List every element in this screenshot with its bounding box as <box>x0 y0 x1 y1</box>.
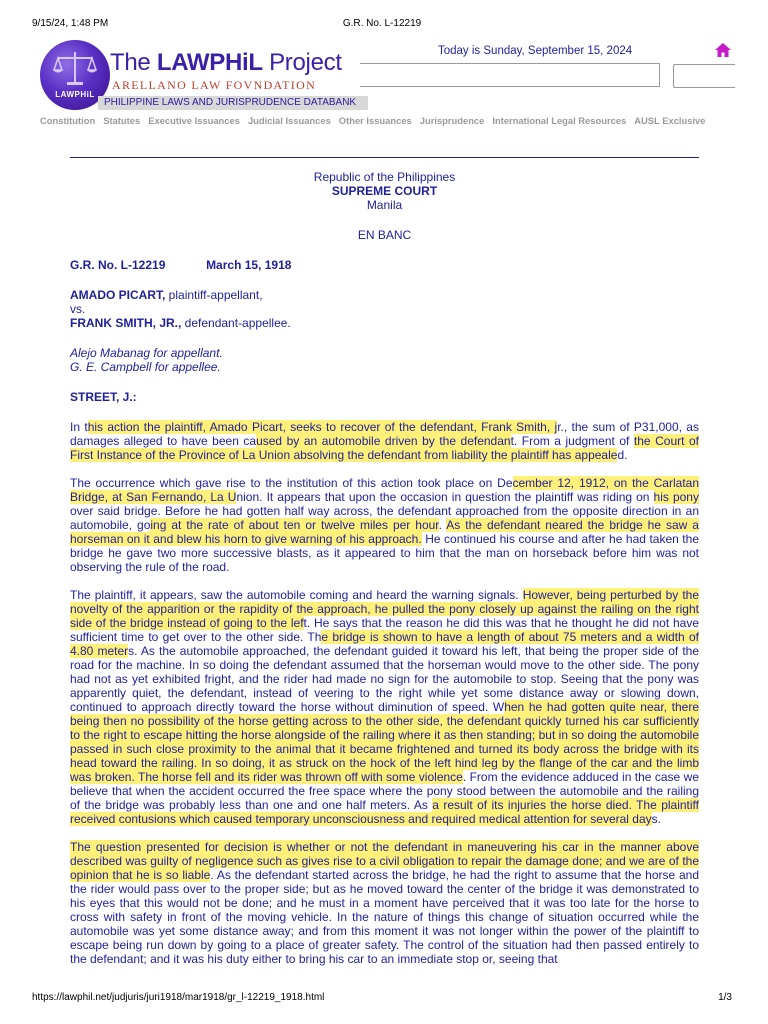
court-division: EN BANC <box>357 228 412 242</box>
foundation-name: ARELLANO LAW FOVNDATION <box>112 78 317 92</box>
text-run: The plaintiff, it appears, saw the automobile coming and heard the warning signals. <box>70 588 523 602</box>
highlighted-text: used by an automobile driven by the defendan <box>256 434 511 448</box>
search-select[interactable] <box>673 64 735 88</box>
text-run: s. <box>651 812 661 826</box>
search-input[interactable] <box>360 63 660 87</box>
counsel-appellant: Alejo Mabanag for appellant. <box>70 346 223 360</box>
nav-item-judicial-issuances[interactable]: Judicial Issuances <box>247 115 331 126</box>
opinion-body <box>70 420 699 966</box>
text-run: . As the defendant started across the bridge, he had the right to assume that the horse and the rider would pass over to the proper side; but as he moved toward the center of the bridge it was demonstrated to his eyes that this would not be done; and he must in a moment have perceived that it was too late for the horse to cross with safety in front of the moving vehicle. In the nature of things this change of situation occurred while the automobile was yet some distance away; and from this moment it was not longer within the power of the plaintiff to escape being run down by going to a place of greater safety. The control of the situation had then passed entirely to the defendant; and it was his duty either to bring his car to an immediate stop or, seeing that <box>70 868 700 966</box>
globe-label: LAWPHiL <box>55 90 95 99</box>
highlighted-text: hen he had gotten quite near, there being then no possibility of the horse getting across to the other side, the defendant quickly turned his car sufficiently to the right to escape hitting the horse alongside of the railing where it as then standing; but in so doing the automobile passed in such close proximity to the animal that it became frightened and turned its body across the bridge with its head toward the railing. In so doing, it as struck on the hock of the left hind leg by the flange of the car and the limb was broken. The horse fell and its rider was thrown off with some violence <box>70 700 699 784</box>
text-run: t. From a judgment of <box>510 434 634 448</box>
highlighted-text: e bridge is shown to have a length of about 75 meters and a width of 4.80 meter <box>70 630 699 658</box>
counsel-appellee: G. E. Campbell for appellee. <box>70 360 221 374</box>
paragraph <box>70 588 699 826</box>
ponente: STREET, J.: <box>70 390 137 404</box>
highlighted-text: ing at the rate of about ten or twelve miles per hour <box>150 518 439 532</box>
nav-item-international-legal-resources[interactable]: International Legal Resources <box>492 115 627 126</box>
text-run: r., the sum of P31,000, as damages alleged to have been ca <box>70 420 699 448</box>
main-nav <box>40 115 730 126</box>
page-url: https://lawphil.net/judjuris/juri1918/mar1918/gr_l-12219_1918.html <box>32 992 325 1003</box>
text-run: He continued his course and after he had taken the bridge he gave two more successive blasts, as it appeared to him that the man on horseback before him was not observing the rule of the road. <box>70 532 699 574</box>
nav-item-constitution[interactable]: Constitution <box>40 115 96 126</box>
highlighted-text: his pony <box>653 490 699 504</box>
highlighted-text: cember 12, 1912, on the Carlatan Bridge, at San Fernando, La U <box>70 476 699 504</box>
paragraph <box>70 840 699 966</box>
text-run: t. He says that the reason he did this was that he thought he did not have sufficient time to get over to the other side. Th <box>70 616 699 644</box>
text-run: . From the evidence adduced in the case we believe that when the accident occurred the free space where the pony stood between the automobile and the railing of the bridge was probably less than one and one half meters. As <box>70 770 699 812</box>
databank-banner: PHILIPPINE LAWS AND JURISPRUDENCE DATABANK <box>98 96 368 110</box>
case-date: March 15, 1918 <box>206 258 292 272</box>
highlighted-text: As the defendant neared the bridge he saw a horseman on it and blew his horn to give warning of his approach. <box>70 518 699 546</box>
header-divider <box>70 157 699 158</box>
print-date: 9/15/24, 1:48 PM <box>32 18 109 29</box>
case-document <box>70 170 699 966</box>
today-date: Today is Sunday, September 15, 2024 <box>438 45 633 57</box>
nav-item-statutes[interactable]: Statutes <box>103 115 141 126</box>
case-number: G.R. No. L-12219 <box>70 258 166 272</box>
text-run: . <box>438 518 447 532</box>
nav-item-ausl-exclusive[interactable]: AUSL Exclusive <box>634 115 706 126</box>
highlighted-text: a result of its injuries the horse died. The plaintiff received contusions which caused temporary unconsciousness and required medical attention for several day <box>70 798 699 826</box>
case-heading <box>70 258 699 272</box>
text-run: The occurrence which gave rise to the institution of this action took place on De <box>70 476 513 490</box>
nav-item-executive-issuances[interactable]: Executive Issuances <box>148 115 240 126</box>
versus: vs. <box>70 302 86 316</box>
party-1: AMADO PICART, plaintiff-appellant, <box>70 288 263 302</box>
print-title: G.R. No. L-12219 <box>342 18 422 29</box>
nav-item-other-issuances[interactable]: Other Issuances <box>338 115 412 126</box>
court-name: SUPREME COURT <box>331 184 438 198</box>
site-title: The LAWPHiL Project <box>110 49 342 76</box>
lawphil-logo[interactable] <box>38 40 368 114</box>
highlighted-text: However, being perturbed by the novelty of the apparition or the rapidity of the approach, he pulled the pony closely up against the railing on the right side of the bridge instead of going to the lef <box>70 588 699 630</box>
text-run: d. <box>617 448 628 462</box>
court-city: Manila <box>366 198 403 212</box>
text-run: nion. It appears that upon the occasion in question the plaintiff was riding on <box>236 490 654 504</box>
highlighted-text: the Court of First Instance of the Province of La Union absolving the defendant from liability the plaintiff has appeale <box>70 434 699 462</box>
paragraph <box>70 420 699 462</box>
highlighted-text: his action the plaintiff, Amado Picart, seeks to recover of the defendant, Frank Smith, j <box>87 420 558 434</box>
court-republic: Republic of the Philippines <box>313 170 456 184</box>
text-run: over said bridge. Before he had gotten half way across, the defendant approached from the opposite direction in an automobile, go <box>70 504 699 532</box>
highlighted-text: The question presented for decision is whether or not the defendant in maneuvering his car in the manner above described was guilty of negligence such as gives rise to a civil obligation to repair the damage done; and we are of the opinion that he is so liable <box>70 840 699 882</box>
text-run: s. As the automobile approached, the defendant guided it toward his left, that being the proper side of the road for the machine. In so doing the defendant assumed that the horseman would move to the other side. The pony had not as yet exhibited fright, and the rider had made no sign for the automobile to stop. Seeing that the pony was apparently quiet, the defendant, instead of veering to the right while yet some distance away or slowing down, continued to approach directly toward the horse without diminution of speed. W <box>70 644 699 714</box>
nav-item-jurisprudence[interactable]: Jurisprudence <box>419 115 485 126</box>
party-2: FRANK SMITH, JR., defendant-appellee. <box>70 316 291 330</box>
paragraph <box>70 476 699 574</box>
home-icon[interactable] <box>714 42 732 58</box>
text-run: In t <box>70 420 88 434</box>
page-number: 1/3 <box>718 992 732 1003</box>
